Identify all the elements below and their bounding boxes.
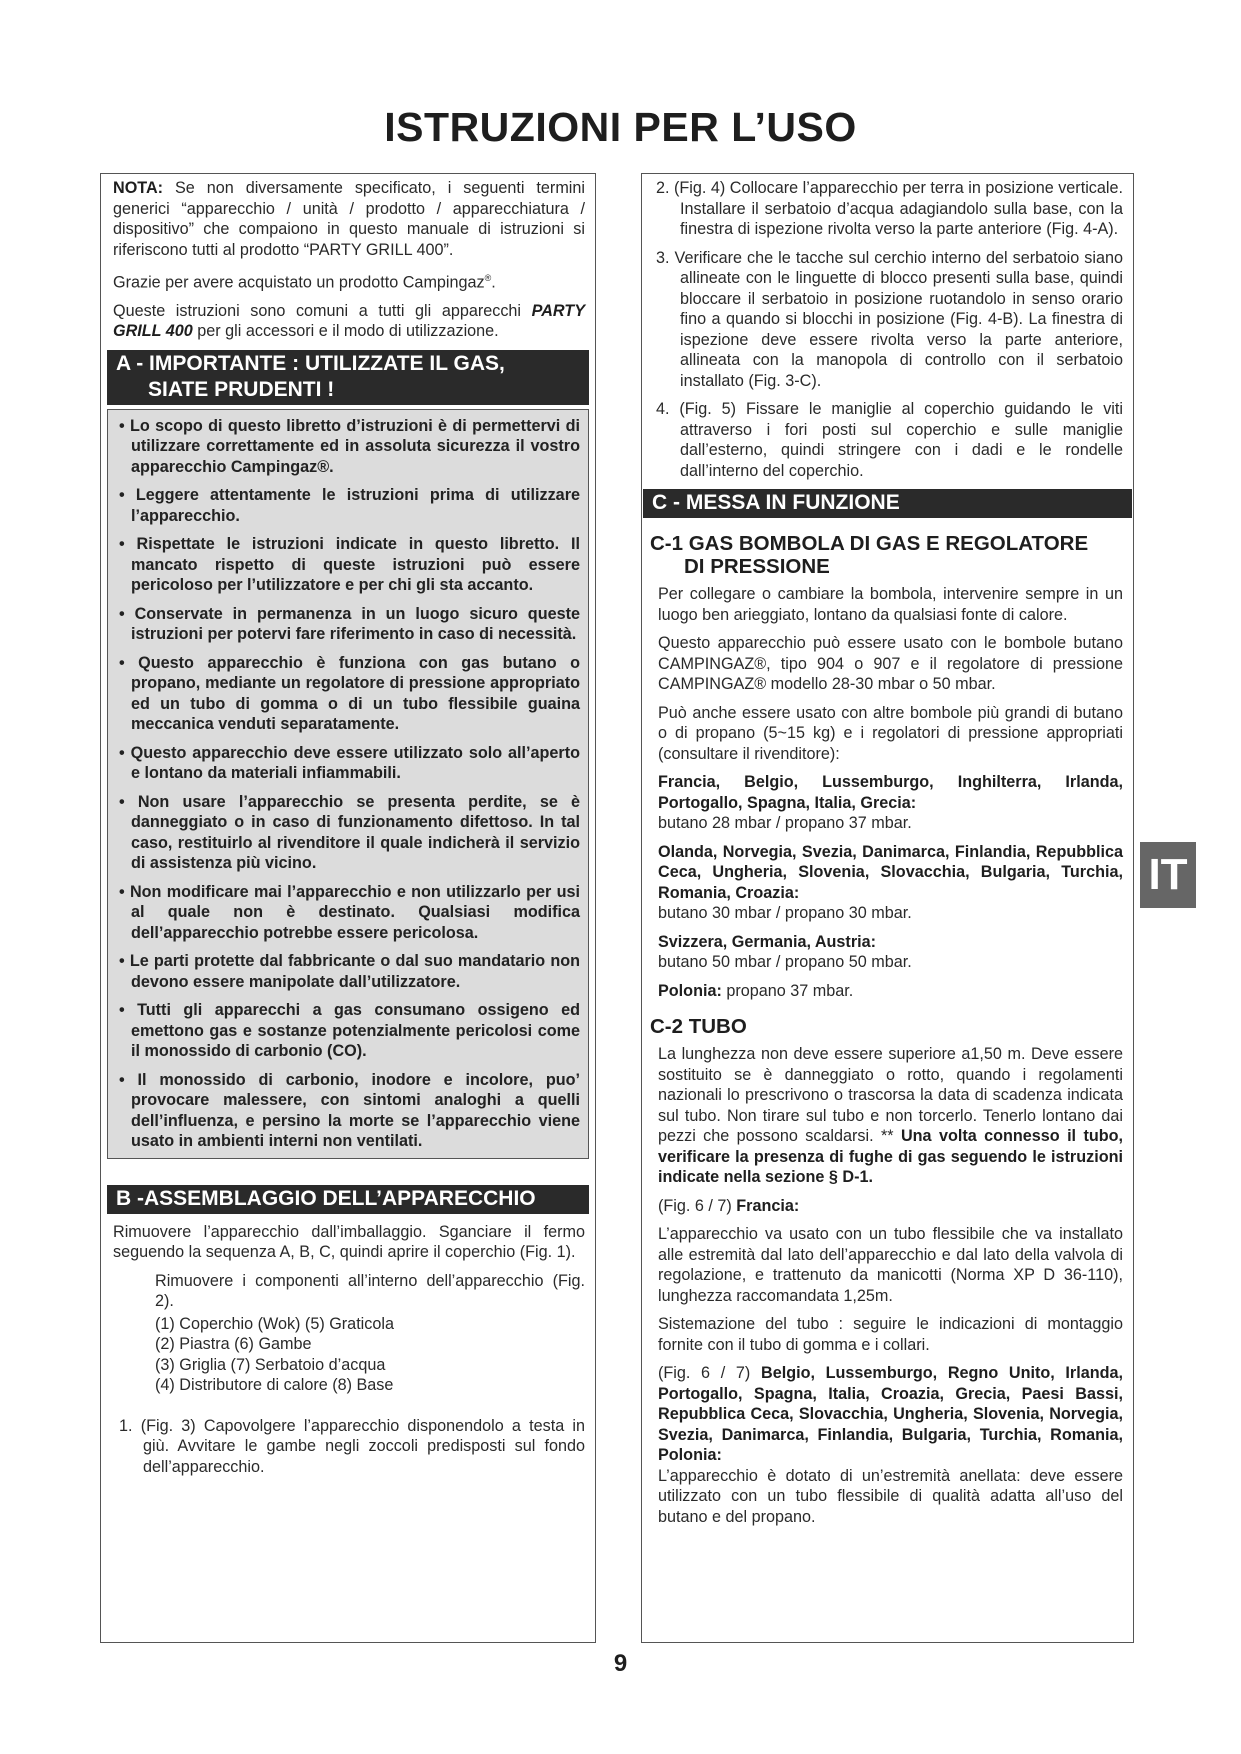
warning-item: • Conservate in permanenza in un luogo sicuro queste istruzioni per potervi fare riferimento in caso di necessità. (119, 604, 580, 644)
section-b-header: B -ASSEMBLAGGIO DELL’APPARECCHIO (107, 1185, 589, 1214)
section-b-intro: Rimuovere l’apparecchio dall’imballaggio. Sganciare il fermo seguendo la sequenza A, B, C, quindi aprire il coperchio (Fig. 1). (113, 1222, 585, 1262)
warning-item: • Non modificare mai l’apparecchio e non utilizzarlo per usi al quale non è destinato. Qualsiasi modifica dell’apparecchio potrebbe essere pericolosa. (119, 882, 580, 942)
francia-paragraph: L’apparecchio va usato con un tubo flessibile che va installato alle estremità dal lato dell’apparecchio e dal lato della valvola di regolazione, e trattenuto da manicotti (Norma XP D 36-110), lunghezza raccomandata 1,25m. (658, 1225, 1123, 1305)
pressure-value: butano 50 mbar / propano 50 mbar. (658, 953, 912, 971)
warning-item: • Le parti protette dal fabbricante o dal suo mandatario non devono essere manipolate dall’utilizzatore. (119, 952, 580, 991)
warning-item: • Questo apparecchio è funziona con gas butano o propano, mediante un regolatore di pressione appropriato ed un tubo di gomma o di un tubo flessibile guaina meccanica venduti separatamente. (119, 653, 580, 734)
warning-item: • Lo scopo di questo libretto d’istruzioni è di permettervi di utilizzare correttamente ed in assoluta sicurezza il vostro apparecchio Campingaz®. (119, 416, 580, 476)
country-list-text: Francia, Belgio, Lussemburgo, Inghilterra, Irlanda, Portogallo, Spagna, Italia, Grecia: (658, 773, 1123, 812)
country-group (658, 772, 1123, 834)
c2-bold-text: Una volta connesso il tubo, verificare la presenza di fughe di gas seguendo le istruzioni indicate nella sezione § D-1. (658, 1127, 1123, 1186)
product-name: PARTY GRILL 400 (113, 301, 585, 341)
component-line: (2) Piastra (6) Gambe (155, 1335, 312, 1354)
thanks-text: Grazie per avere acquistato un prodotto Campingaz (113, 273, 485, 292)
page-title: ISTRUZIONI PER L’USO (384, 104, 857, 150)
francia-label: Francia: (736, 1196, 800, 1215)
c1-title-line1: C-1 GAS BOMBOLA DI GAS E REGOLATORE (650, 532, 1089, 555)
assembly-step-4: 4. (Fig. 5) Fissare le maniglie al coperchio guidando le viti attraverso i fori posti sul coperchio e sulle maniglie dall’esterno, quindi stringere con i dadi e le rondelle dall’interno del coperchio. (656, 400, 1123, 480)
component-line: (4) Distributore di calore (8) Base (155, 1376, 394, 1395)
right-column (641, 173, 1134, 1643)
pressure-value: butano 30 mbar / propano 30 mbar. (658, 904, 912, 922)
warnings-box (107, 409, 589, 1159)
country-list-text: Olanda, Norvegia, Svezia, Danimarca, Finlandia, Repubblica Ceca, Ungheria, Slovenia, Slovacchia, Bulgaria, Turchia, Romania, Croazia: (658, 842, 1123, 902)
c1-title-line2: DI PRESSIONE (684, 555, 830, 578)
others-heading (658, 1363, 1123, 1466)
section-c-header: C - MESSA IN FUNZIONE (643, 489, 1132, 518)
warning-item: • Non usare l’apparecchio se presenta perdite, se è danneggiato o in caso di funzionamento difettoso. In tal caso, restituirlo al rivenditore il quale indicherà il servizio di assistenza più vicino. (119, 792, 580, 873)
section-a-title-line1: A - IMPORTANTE : UTILIZZATE IL GAS, (116, 351, 505, 375)
polonia-label: Polonia: (658, 981, 722, 1000)
c2-title: C-2 TUBO (650, 1015, 747, 1038)
country-list (658, 842, 1123, 904)
c2-text: La lunghezza non deve essere superiore a1,50 m. Deve essere sostituito se è danneggiato o rotto, quando i regolamenti nazionali lo prescrivono o trascorsa la data di scadenza indicata sul tubo. Non tirare sul tubo e non torcerlo. Tenerlo lontano dai pezzi che possono scaldarsi. ** (658, 1045, 1123, 1145)
language-tab: IT (1140, 842, 1196, 908)
common-text-c: per gli accessori e il modo di utilizzazione. (192, 322, 499, 341)
polonia-line (658, 981, 1123, 1002)
country-group (658, 932, 1123, 973)
country-list (658, 932, 1123, 953)
others-label: Belgio, Lussemburgo, Regno Unito, Irlanda, Portogallo, Spagna, Italia, Croazia, Grecia, Paesi Bassi, Repubblica Ceca, Slovacchia, Ungheria, Slovenia, Norvegia, Svezia, Danimarca, Finlandia, Bulgaria, Turchia, Romania, Polonia: (658, 1364, 1123, 1464)
c1-paragraph-1: Per collegare o cambiare la bombola, intervenire sempre in un luogo ben arieggiato, lontano da qualsiasi fonte di calore. (658, 585, 1123, 624)
warning-item: • Il monossido di carbonio, inodore e incolore, puo’ provocare malessere, con sintomi analoghi a quelli dell’influenza, e persino la morte se l’apparecchio viene usato in ambienti interni non ventilati. (119, 1070, 580, 1151)
section-a-title-line2: SIATE PRUDENTI ! (148, 377, 335, 401)
nota-label: NOTA: (113, 179, 164, 197)
warning-item: • Questo apparecchio deve essere utilizzato solo all’aperto e lontano da materiali infiammabili. (119, 743, 580, 783)
fig-label: (Fig. 6 / 7) (658, 1364, 761, 1382)
c1-paragraph-2: Questo apparecchio può essere usato con le bombole butano CAMPINGAZ®, tipo 904 o 907 e il regolatore di pressione CAMPINGAZ® modello 28-30 mbar o 50 mbar. (658, 634, 1123, 693)
thanks-end: . (491, 273, 496, 292)
common-paragraph (113, 301, 585, 342)
polonia-text: propano 37 mbar. (721, 981, 854, 1000)
common-text-a: Queste istruzioni sono comuni a tutti gli apparecchi (113, 301, 532, 320)
section-a-header (107, 350, 589, 405)
c1-title (650, 532, 1123, 578)
country-list-text: Svizzera, Germania, Austria: (658, 932, 877, 951)
registered-mark: ® (484, 273, 492, 283)
c1-paragraph-3: Può anche essere usato con altre bombole più grandi di butano o di propano (5~15 kg) e i regolatori di pressione appropriati (consultare il rivenditore): (658, 703, 1123, 763)
component-line: (3) Griglia (7) Serbatoio d’acqua (155, 1355, 386, 1374)
assembly-step-2: 2. (Fig. 4) Collocare l’apparecchio per terra in posizione verticale. Installare il serbatoio d’acqua adagiandolo sulla base, con la finestra di ispezione rivolta verso la parte anteriore (Fig. 4-A). (656, 179, 1123, 238)
sistemazione-paragraph: Sistemazione del tubo : seguire le indicazioni di montaggio fornite con il tubo di gomma e i collari. (658, 1315, 1123, 1354)
others-paragraph: L’apparecchio è dotato di un’estremità anellata: deve essere utilizzato con un tubo flessibile di qualità adatta all’uso del butano e del propano. (658, 1466, 1123, 1526)
pressure-value: butano 28 mbar / propano 37 mbar. (658, 814, 912, 832)
country-group (658, 842, 1123, 924)
fig-label: (Fig. 6 / 7) (658, 1196, 737, 1215)
assembly-step-3: 3. Verificare che le tacche sul cerchio interno del serbatoio siano allineate con le linguette di blocco presenti sulla base, quindi bloccare il serbatoio in posizione ruotandolo in senso orario fino a quando si blocchi in posizione (Fig. 4-B). La finestra di ispezione deve essere rivolta verso la parte anteriore, allineata con la manopola di controllo con il serbatoio installato (Fig. 3-C). (656, 248, 1123, 390)
country-list (658, 772, 1123, 813)
warning-item: • Tutti gli apparecchi a gas consumano ossigeno ed emettono gas e sostanze potenzialmente pericolosi come il monossido di carbonio (CO). (119, 1001, 580, 1061)
left-column (100, 173, 596, 1643)
nota-text: Se non diversamente specificato, i seguenti termini generici “apparecchio / unità / prodotto / apparecchiatura / dispositivo” che compaiono in questo manuale di istruzioni si riferiscono tutti al prodotto “PARTY GRILL 400”. (113, 179, 585, 259)
assembly-step-1: 1. (Fig. 3) Capovolgere l’apparecchio disponendolo a testa in giù. Avvitare le gambe negli zoccoli predisposti sul fondo dell’apparecchio. (119, 1416, 585, 1476)
page-number: 9 (613, 1650, 628, 1677)
warning-item: • Rispettate le istruzioni indicate in questo libretto. Il mancato rispetto di queste istruzioni può essere pericoloso per l’utilizzatore e per chi gli sta accanto. (119, 535, 580, 595)
warning-item: • Leggere attentamente le istruzioni prima di utilizzare l’apparecchio. (119, 486, 580, 525)
nota-paragraph (113, 178, 585, 260)
francia-heading (658, 1196, 1123, 1217)
component-line: (1) Coperchio (Wok) (5) Graticola (155, 1314, 394, 1333)
components-intro: Rimuovere i componenti all’interno dell’apparecchio (Fig. 2). (155, 1271, 585, 1311)
thanks-paragraph (113, 268, 585, 293)
c2-paragraph-1 (658, 1044, 1123, 1188)
